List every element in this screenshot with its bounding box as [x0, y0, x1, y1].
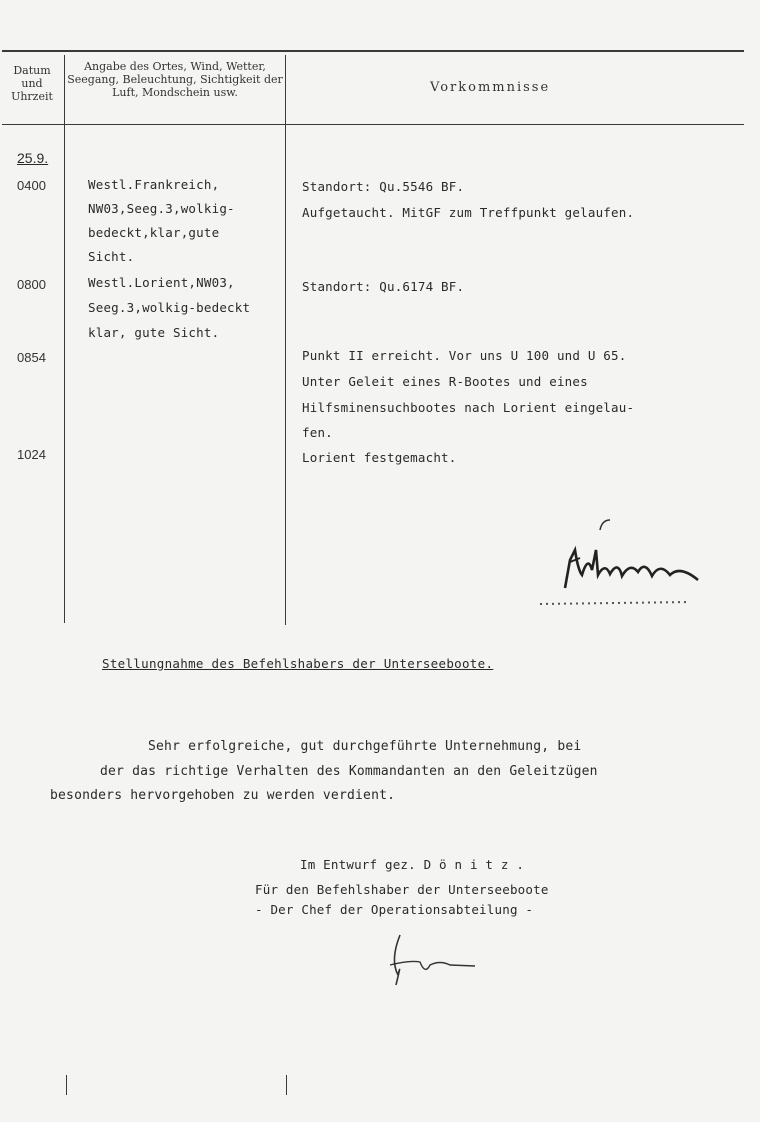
initials-signature	[380, 930, 490, 1000]
entry-location-line: Westl.Frankreich,	[88, 177, 220, 192]
header-divider	[2, 124, 744, 125]
entry-location-line: bedeckt,klar,gute	[88, 225, 220, 240]
column-divider-1	[64, 55, 65, 623]
entry-event-line: Standort: Qu.5546 BF.	[302, 179, 465, 194]
entry-time: 0800	[17, 277, 46, 292]
column-divider-2	[285, 55, 286, 625]
entry-event-line: Unter Geleit eines R-Bootes und eines	[302, 374, 588, 389]
signature-line-1: Im Entwurf gez. D ö n i t z .	[300, 857, 525, 872]
signature-line-2: Für den Befehlshaber der Unterseeboote	[255, 882, 549, 897]
entry-event-line: fen.	[302, 425, 333, 440]
entry-location-line: klar, gute Sicht.	[88, 325, 220, 340]
entry-time: 0400	[17, 178, 46, 193]
entry-time: 0854	[17, 350, 46, 365]
entry-location-line: Westl.Lorient,NW03,	[88, 275, 235, 290]
statement-heading: Stellungnahme des Befehlshabers der Unterseeboote.	[102, 656, 494, 671]
entry-location-line: NW03,Seeg.3,wolkig-	[88, 201, 235, 216]
top-border	[2, 50, 744, 52]
entry-event-line: Punkt II erreicht. Vor uns U 100 und U 65.	[302, 348, 627, 363]
statement-line: Sehr erfolgreiche, gut durchgeführte Unternehmung, bei	[148, 739, 582, 754]
bottom-tick	[286, 1075, 287, 1095]
entry-event-line: Lorient festgemacht.	[302, 450, 457, 465]
header-location: Angabe des Ortes, Wind, Wetter, Seegang, Beleuchtung, Sichtigkeit der Luft, Mondschein usw.	[67, 60, 283, 99]
entry-location-line: Sicht.	[88, 249, 135, 264]
log-date: 25.9.	[17, 150, 49, 166]
commander-signature	[530, 500, 710, 580]
statement-line: besonders hervorgehoben zu werden verdient.	[50, 788, 396, 803]
entry-location-line: Seeg.3,wolkig-bedeckt	[88, 300, 251, 315]
entry-event-line: Aufgetaucht. MitGF zum Treffpunkt gelaufen.	[302, 205, 635, 220]
entry-event-line: Standort: Qu.6174 BF.	[302, 279, 465, 294]
statement-line: der das richtige Verhalten des Kommandanten an den Geleitzügen	[100, 764, 598, 779]
entry-time: 1024	[17, 447, 46, 462]
bottom-tick	[66, 1075, 67, 1095]
signature-line-3: - Der Chef der Operationsabteilung -	[255, 902, 534, 917]
header-datetime: Datum und Uhrzeit	[11, 64, 53, 103]
entry-event-line: Hilfsminensuchbootes nach Lorient eingelau-	[302, 400, 635, 415]
header-events: Vorkommnisse	[430, 80, 551, 95]
